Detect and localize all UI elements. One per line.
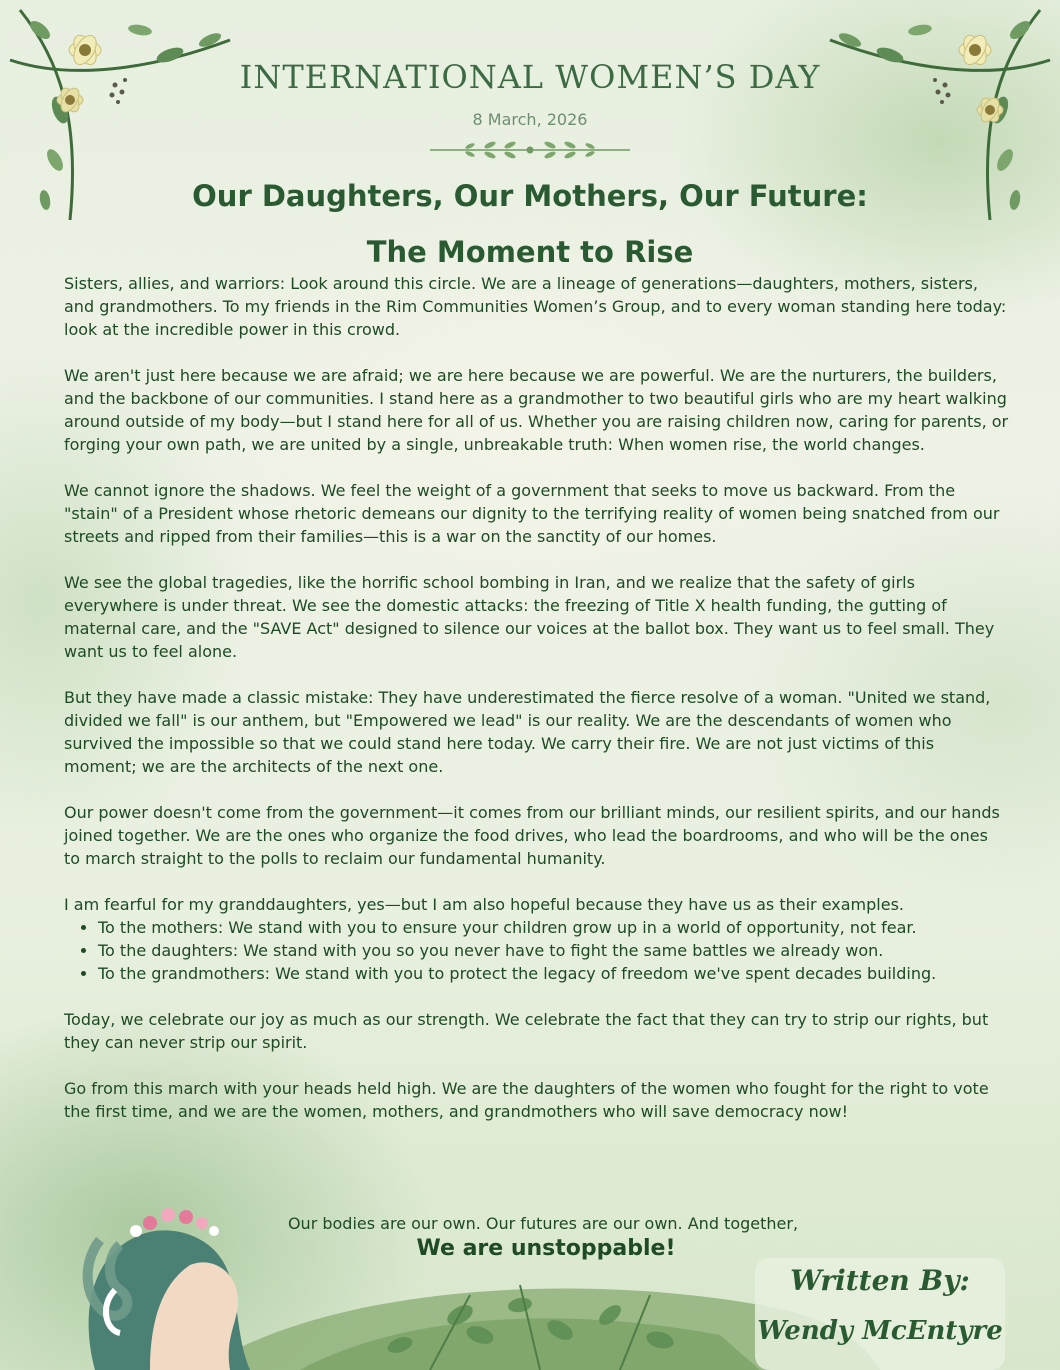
author-signature-box — [755, 1258, 1005, 1370]
speech-body — [64, 272, 1009, 1146]
leaf-divider-icon — [425, 138, 635, 162]
headline-line-2: The Moment to Rise — [366, 235, 694, 269]
paragraph: We see the global tragedies, like the horrific school bombing in Iran, and we realize that the safety of girls everywhere is under threat. We see the domestic attacks: the freezing of Title X health funding, the gutting of maternal care, and the "SAVE Act" designed to silence our voices at the ballot box. They want us to feel small. They want us to feel alone. — [64, 573, 995, 661]
event-date: 8 March, 2026 — [472, 110, 588, 129]
bullet-list — [64, 916, 1009, 985]
paragraph: I am fearful for my granddaughters, yes—but I am also hopeful because they have us as their examples. — [64, 895, 904, 914]
headline — [0, 168, 1060, 280]
closing-line: Our bodies are our own. Our futures are our own. And together, — [287, 1214, 799, 1233]
author-label: Written By: — [790, 1264, 970, 1297]
paragraph: Today, we celebrate our joy as much as our strength. We celebrate the fact that they can try to strip our rights, but they can never strip our spirit. — [64, 1010, 989, 1052]
bullet-item: • To the mothers: We stand with you to ensure your children grow up in a world of opportunity, not fear. — [98, 916, 1009, 939]
paragraph: Our power doesn't come from the government—it comes from our brilliant minds, our resilient spirits, and our hands joined together. We are the ones who organize the food drives, who lead the boardrooms, and who will be the ones to march straight to the polls to reclaim our fundamental humanity. — [64, 803, 1000, 868]
paragraph: Go from this march with your heads held high. We are the daughters of the women who fought for the right to vote the first time, and we are the women, mothers, and grandmothers who will save democracy now! — [64, 1079, 989, 1121]
bullet-item: • To the daughters: We stand with you so you never have to fight the same battles we already won. — [98, 939, 1009, 962]
bullet-item: • To the grandmothers: We stand with you to protect the legacy of freedom we've spent decades building. — [98, 962, 1009, 985]
closing-emphasis: We are unstoppable! — [416, 1236, 676, 1261]
paragraph: But they have made a classic mistake: They have underestimated the fierce resolve of a woman. "United we stand, divided we fall" is our anthem, but "Empowered we lead" is our reality. We are the descendants of women who survived the impossible so that we could stand here today. We carry their fire. We are not just victims of this moment; we are the architects of the next one. — [64, 688, 991, 776]
paragraph: We aren't just here because we are afraid; we are here because we are powerful. We are the nurturers, the builders, and the backbone of our communities. I stand here as a grandmother to two beautiful girls who are my heart walking around outside of my body—but I stand here for all of us. Whether you are raising children now, caring for parents, or forging your own path, we are united by a single, unbreakable truth: When women rise, the world changes. — [64, 366, 1009, 454]
paragraph: We cannot ignore the shadows. We feel the weight of a government that seeks to move us backward. From the "stain" of a President whose rhetoric demeans our dignity to the terrifying reality of women being snatched from our streets and ripped from their families—this is a war on the sanctity of our homes. — [64, 481, 1000, 546]
event-title: INTERNATIONAL WOMEN’S DAY — [239, 58, 821, 96]
author-name: Wendy McEntyre — [757, 1316, 1003, 1346]
paragraph: Sisters, allies, and warriors: Look around this circle. We are a lineage of generations—daughters, mothers, sisters, and grandmothers. To my friends in the Rim Communities Women’s Group, and to every woman standing here today: look at the incredible power in this crowd. — [64, 274, 1007, 339]
headline-line-1: Our Daughters, Our Mothers, Our Future: — [192, 179, 868, 213]
